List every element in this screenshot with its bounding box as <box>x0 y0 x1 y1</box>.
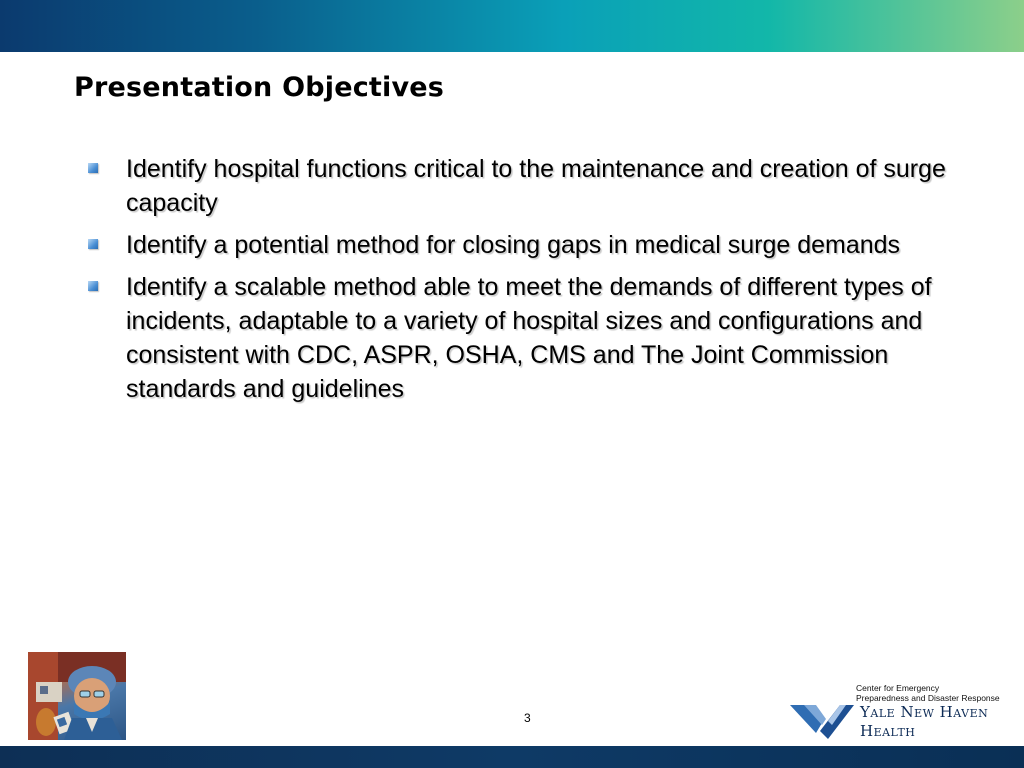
surgeon-collage-image <box>28 652 126 740</box>
bullet-text: Identify hospital functions critical to the maintenance and creation of surge capacity <box>126 155 946 217</box>
logo-wing-icon <box>790 701 854 739</box>
square-bullet-icon <box>88 239 98 249</box>
header-gradient-band <box>0 0 1024 52</box>
logo-center-line-2: Preparedness and Disaster Response <box>856 693 1000 703</box>
bullet-list <box>88 152 968 414</box>
bullet-item <box>88 152 968 220</box>
logo-center-line-1: Center for Emergency <box>856 683 940 693</box>
bullet-text: Identify a potential method for closing gaps in medical surge demands <box>126 231 901 259</box>
bullet-text: Identify a scalable method able to meet the demands of different types of incidents, adaptable to a variety of hospital sizes and configurations and consistent with CDC, ASPR, OSHA, CMS and The Joint Commission standards and guidelines <box>126 273 932 403</box>
logo-center-name <box>856 683 1000 703</box>
logo-brand-line-2: Health <box>860 722 916 740</box>
page-number: 3 <box>524 711 531 725</box>
logo-brand-line-1: Yale New Haven <box>860 703 989 721</box>
yale-new-haven-health-logo <box>790 683 1010 743</box>
bullet-item <box>88 228 968 262</box>
square-bullet-icon <box>88 281 98 291</box>
slide-title: Presentation Objectives <box>74 72 445 103</box>
bullet-item <box>88 270 968 406</box>
surgeon-illustration <box>28 652 126 740</box>
logo-brand-name <box>860 703 988 741</box>
square-bullet-icon <box>88 163 98 173</box>
footer-band <box>0 746 1024 768</box>
